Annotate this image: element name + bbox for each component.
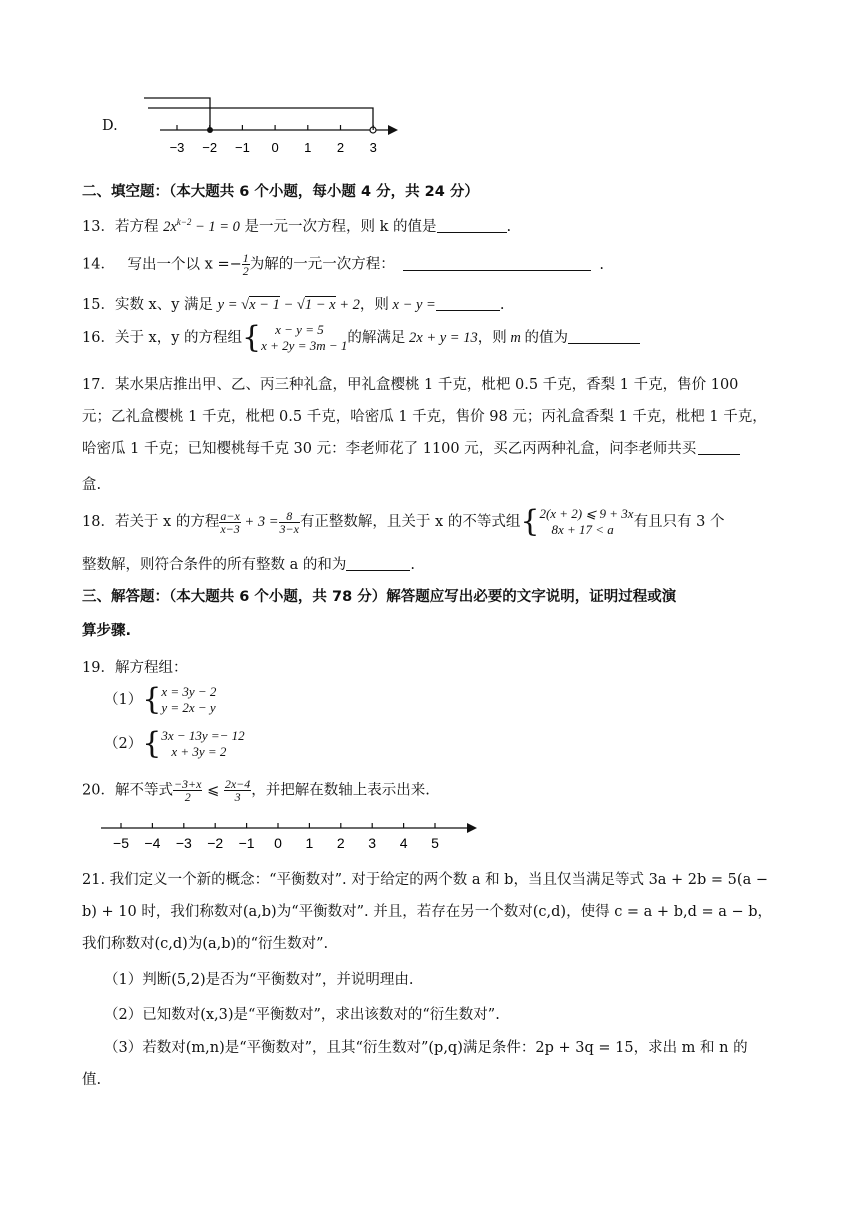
q18-number: 18． [82,514,115,530]
q16-system: x − y = 5 x + 2y = 3m − 1 [261,322,348,353]
q12-tick-label: 2 [336,140,345,155]
q20-tick-label: −2 [207,835,224,851]
q17-answer-blank[interactable] [698,440,740,455]
q16-number: 16． [82,330,115,346]
q12-bracket-lower [148,108,373,130]
q13-answer-blank[interactable] [437,218,507,233]
q15-number: 15． [82,297,115,313]
q18-system: 2(x + 2) ⩽ 9 + 3x 8x + 17 < a [539,506,634,537]
q12-tick-label: 3 [369,140,377,155]
q21-line-2: b) + 10 时，我们称数对(a,b)为“平衡数对”. 并且，若存在另一个数对(c,d)，使得 c = a + b,d = a − b， [82,904,773,920]
question-13: 13．若方程 $2x^{k-2} - 1 = 0$ 是一元一次方程，则 k 的值是 . [82,217,512,235]
q12-tick-label: 0 [271,140,279,155]
q12-option-d-label: D. [102,118,118,134]
q12-tick-label: −1 [234,140,250,155]
q21-part-3-end: 值. [82,1072,102,1088]
q16-answer-blank[interactable] [568,329,640,344]
q18-fraction-1: $\frac{a-x}{x-3}$ [220,508,240,536]
section3-heading-line-2: 算步骤. [82,623,132,639]
q20-number-line [95,818,485,854]
question-16: 16．关于 x，y 的方程组{ x − y = 5 x + 2y = 3m − 1 的解满足 2x + y = 13，则 m 的值为 [82,322,640,354]
q13-text: 若方程 [114,219,159,235]
q21-part-1: （1）判断(5,2)是否为“平衡数对”，并说明理由. [104,972,414,988]
q18-answer-blank[interactable] [346,556,410,571]
question-14: 14． 写出一个以 x =− $\frac{1}{2}$ 为解的一元一次方程： . [82,251,604,278]
q20-tick-label: 3 [368,835,377,851]
q21-part-3: （3）若数对(m,n)是“平衡数对”，且其“衍生数对”(p,q)满足条件：2p + 3q = 15，求出 m 和 n 的 [104,1040,748,1056]
q12-tick-label: −2 [202,140,218,155]
q12-axis-arrow [388,125,398,135]
q17-line-1: 17．某水果店推出甲、乙、丙三种礼盒，甲礼盒樱桃 1 千克，枇杷 0.5 千克，香梨 1 千克，售价 100 [82,377,739,393]
q15-equation: y = √x − 1 − √1 − x + 2 [217,297,360,313]
q20-tick-label: 2 [336,835,345,851]
q12-tick-label: 1 [304,140,312,155]
q20-tick-label: 0 [274,835,282,851]
q20-tick-label: −3 [175,835,192,851]
q19-part-2: （2）{ 3x − 13y =− 12 x + 3y = 2 [104,726,245,761]
q21-line-1: 21. 我们定义一个新的概念：“平衡数对”. 对于给定的两个数 a 和 b，当且仅当满足等式 3a + 2b = 5(a − [82,872,768,888]
q17-line-4: 盒. [82,477,102,493]
q20-fraction-2: $\frac{2x-4}{3}$ [224,777,251,804]
q17-line-2: 元；乙礼盒樱桃 1 千克，枇杷 0.5 千克，哈密瓜 1 千克，售价 98 元；丙礼盒香梨 1 千克，枇杷 1 千克， [82,409,767,425]
q13-equation: $2x^{k-2} - 1 = 0$ [163,217,240,235]
q15-answer-blank[interactable] [436,296,500,311]
q20-tick-label: 1 [305,835,314,851]
q14-fraction: $\frac{1}{2}$ [242,251,249,278]
q18-fraction-2: $\frac{8}{3-x}$ [279,508,299,536]
q19-title: 19．解方程组： [82,660,188,676]
q14-answer-blank[interactable] [403,256,591,271]
q19-part-1: （1）{ x = 3y − 2 y = 2x − y [104,682,217,717]
q13-number: 13． [82,219,115,235]
q20-tick-label: −1 [238,835,255,851]
q17-line-3: 哈密瓜 1 千克；已知樱桃每千克 30 元：李老师花了 1100 元，买乙丙两种礼盒，问李老师共买 [82,437,740,458]
question-18: 18．若关于 x 的方程 $\frac{a-x}{x-3}$ + 3 = $\frac{8}{3-x}$ 有正整数解，且关于 x 的不等式组{ 2(x + 2) ⩽ 9 + 3x 8x + 17 < a 有且只有 3 个 [82,504,725,539]
q18-line-2: 整数解，则符合条件的所有整数 a 的和为 . [82,557,415,573]
q12-number-line [140,94,400,156]
q20-tick-label: −4 [144,835,161,851]
q20-tick-label: 4 [399,835,408,851]
q21-part-2: （2）已知数对(x,3)是“平衡数对”，求出该数对的“衍生数对”. [104,1007,500,1023]
question-15: 15．实数 x、y 满足 y = √x − 1 − √1 − x + 2，则 x − y = . [82,297,505,313]
q12-tick-label: −3 [169,140,185,155]
question-20: 20．解不等式 $\frac{-3+x}{2}$ ⩽ $\frac{2x-4}{3}$ ，并把解在数轴上表示出来. [82,777,430,804]
q14-number: 14． [82,256,115,273]
q20-tick-label: 5 [431,835,439,851]
section2-heading: 二、填空题：（本大题共 6 个小题，每小题 4 分，共 24 分） [82,184,479,200]
q20-axis-arrow [467,823,477,833]
q21-line-3: 我们称数对(c,d)为(a,b)的“衍生数对”. [82,936,329,952]
q13-text-post: 是一元一次方程，则 k 的值是 [244,219,437,235]
section3-heading-line-1: 三、解答题：（本大题共 6 个小题，共 78 分）解答题应写出必要的文字说明，证明过程或演 [82,589,677,605]
q20-fraction-1: $\frac{-3+x}{2}$ [173,777,202,804]
q20-tick-label: −5 [113,835,129,851]
